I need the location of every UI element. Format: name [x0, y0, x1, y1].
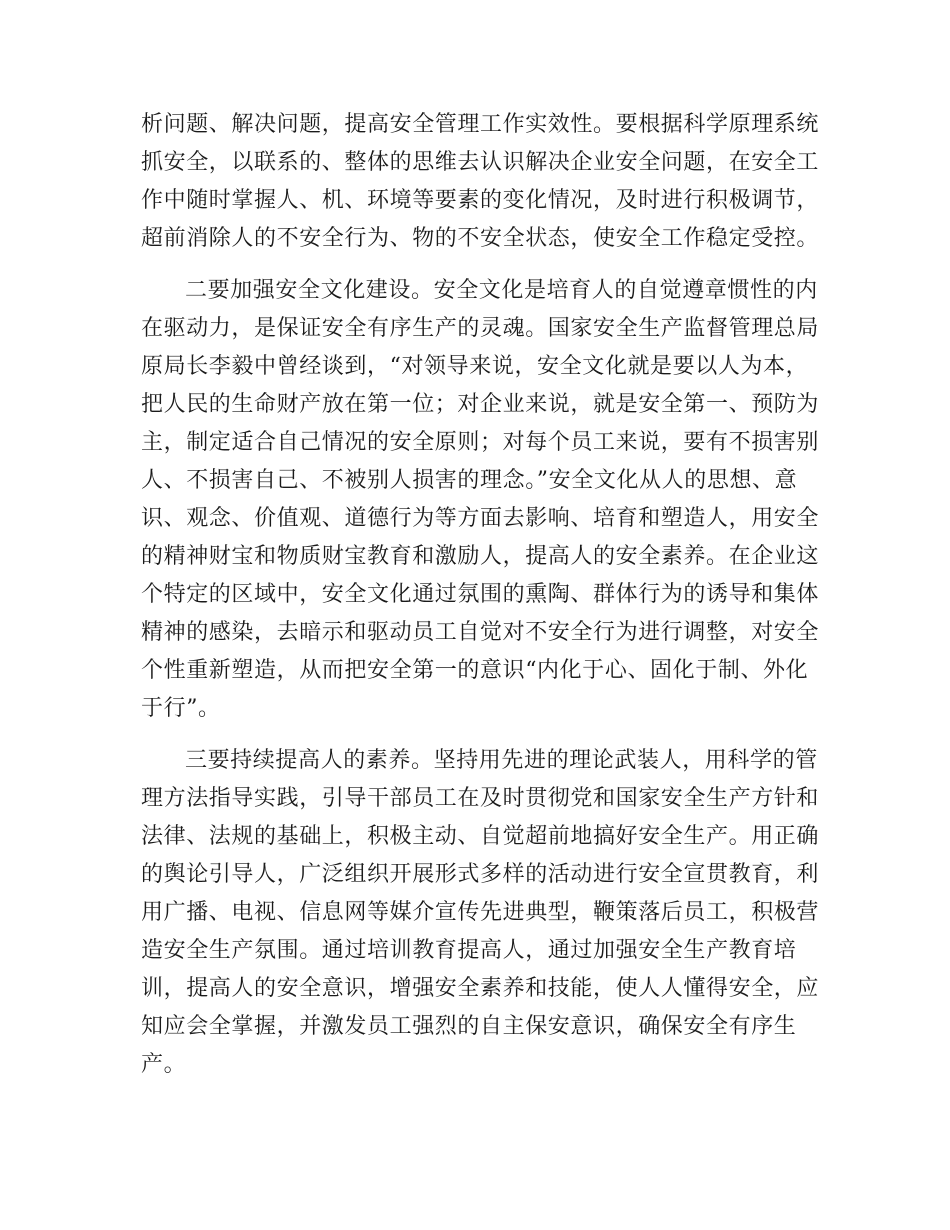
- text-line: 理方法指导实践，引导干部员工在及时贯彻党和国家安全生产方针和: [141, 786, 820, 811]
- text-line: 的精神财宝和物质财宝教育和激励人，提高人的安全素养。在企业这: [141, 544, 820, 569]
- text-line: 抓安全，以联系的、整体的思维去认识解决企业安全问题，在安全工: [141, 150, 820, 175]
- text-line: 训，提高人的安全意识，增强安全素养和技能，使人人懂得安全，应: [141, 976, 820, 1001]
- text-line: 产。: [141, 1052, 187, 1077]
- text-line: 人、不损害自己、不被别人损害的理念。”安全文化从人的思想、意: [141, 468, 798, 493]
- text-line: 个特定的区域中，安全文化通过氛围的熏陶、群体行为的诱导和集体: [141, 582, 820, 607]
- text-line: 主，制定适合自己情况的安全原则；对每个员工来说，要有不损害别: [141, 430, 820, 455]
- text-line: 二要加强安全文化建设。安全文化是培育人的自觉遵章惯性的内: [185, 278, 818, 303]
- text-line: 个性重新塑造，从而把安全第一的意识“内化于心、固化于制、外化: [141, 658, 809, 683]
- text-line: 析问题、解决问题，提高安全管理工作实效性。要根据科学原理系统: [141, 112, 820, 137]
- text-line: 识、观念、价值观、道德行为等方面去影响、培育和塑造人，用安全: [141, 506, 820, 531]
- text-line: 在驱动力，是保证安全有序生产的灵魂。国家安全生产监督管理总局: [141, 316, 820, 341]
- text-line: 造安全生产氛围。通过培训教育提高人，通过加强安全生产教育培: [141, 938, 797, 963]
- text-line: 知应会全掌握，并激发员工强烈的自主保安意识，确保安全有序生: [141, 1014, 797, 1039]
- text-line: 法律、法规的基础上，积极主动、自觉超前地搞好安全生产。用正确: [141, 824, 820, 849]
- text-line: 用广播、电视、信息网等媒介宣传先进典型，鞭策落后员工，积极营: [141, 900, 820, 925]
- text-line: 的舆论引导人，广泛组织开展形式多样的活动进行安全宣贯教育，利: [141, 862, 820, 887]
- text-line: 原局长李毅中曾经谈到，“对领导来说，安全文化就是要以人为本，: [141, 354, 809, 379]
- text-line: 作中随时掌握人、机、环境等要素的变化情况，及时进行积极调节，: [141, 188, 820, 213]
- text-line: 把人民的生命财产放在第一位；对企业来说，就是安全第一、预防为: [141, 392, 820, 417]
- text-line: 于行”。: [141, 696, 221, 721]
- text-line: 三要持续提高人的素养。坚持用先进的理论武装人，用科学的管: [185, 748, 818, 773]
- text-line: 精神的感染，去暗示和驱动员工自觉对不安全行为进行调整，对安全: [141, 620, 820, 645]
- text-line: 超前消除人的不安全行为、物的不安全状态，使安全工作稳定受控。: [141, 226, 820, 251]
